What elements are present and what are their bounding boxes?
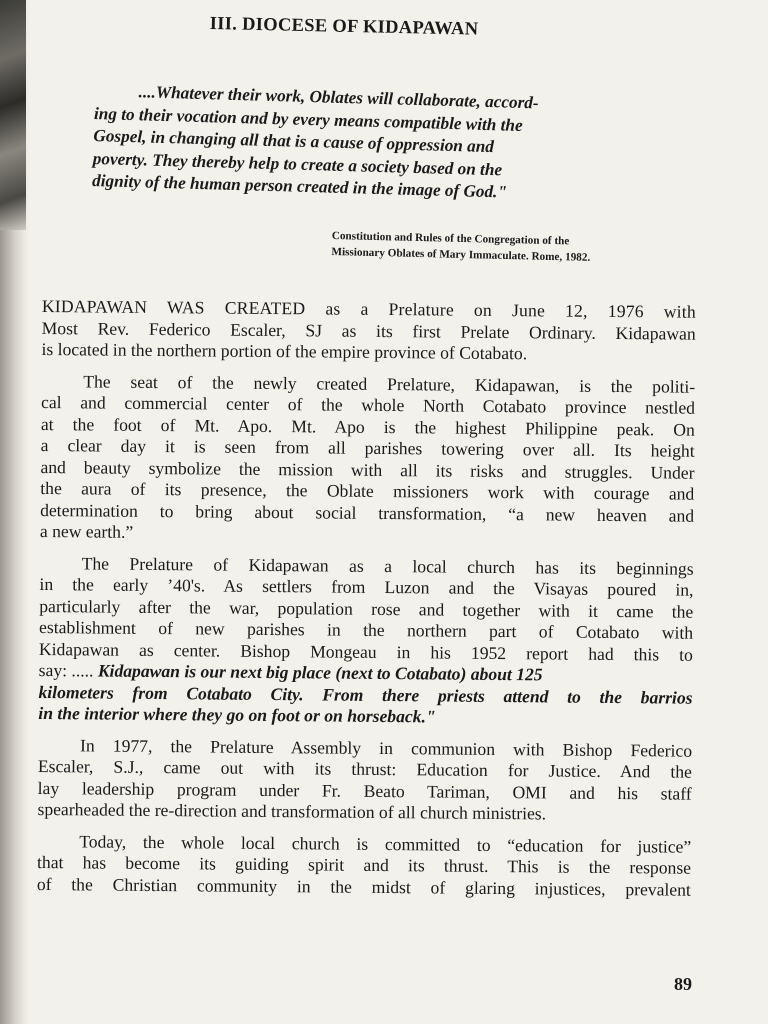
text-line: cal and commercial center of the whole North Cotabato province nestled <box>40 391 696 418</box>
page-number: 89 <box>674 974 692 994</box>
paragraph-5 <box>37 830 692 900</box>
text-line: determination to bring about social transformation, “a new heaven and <box>40 499 695 526</box>
text-line: of the Christian community in the midst of glaring injustices, prevalent <box>36 873 691 900</box>
text-line: Most Rev. Federico Escaler, SJ as its first Prelate Ordinary. Kidapawan <box>41 317 696 344</box>
epigraph-line: ing to their vocation and by every means compatible with the <box>93 103 523 135</box>
epigraph-line: Gospel, in changing all that is a cause of oppression and <box>93 125 495 157</box>
paragraph-1 <box>41 296 696 366</box>
text-line: a new earth.” <box>39 520 134 542</box>
chapter-title: III. DIOCESE OF KIDAPAWAN <box>209 14 479 40</box>
epigraph-citation <box>331 228 692 268</box>
text-line: kilometers from Cotabato City. From there priests attend to the barrios <box>38 681 693 708</box>
text-line: KIDAPAWAN WAS CREATED as a Prelature on June 12, 1976 with <box>41 296 696 322</box>
epigraph-line: ....Whatever their work, Oblates will collaborate, accord- <box>138 82 539 113</box>
italic-quote-span: Kidapawan is our next big place (next to Cotabato) about 125 <box>97 660 543 685</box>
text-line: in the early ’40's. As settlers from Luzon and the Visayas poured in, <box>39 573 694 600</box>
text-line: in the interior where they go on foot or on horseback." <box>38 702 436 727</box>
text-line: a clear day it is seen from all parishes towering over all. Its height <box>40 434 695 461</box>
text-line: lay leadership program under Fr. Beato Tariman, OMI and his staff <box>37 777 692 804</box>
text-line: and beauty symbolize the mission with all its risks and struggles. Under <box>40 456 695 483</box>
text-line: that has become its guiding spirit and its thrust. This is the response <box>36 851 692 878</box>
text-line: The Prelature of Kidapawan as a local church has its beginnings <box>81 552 694 579</box>
text-line: spearheaded the re-direction and transformation of all church ministries. <box>37 798 547 824</box>
text-line: In 1977, the Prelature Assembly in communion with Bishop Federico <box>79 734 693 761</box>
text-span: say: ..... <box>38 659 98 681</box>
citation-line: Constitution and Rules of the Congregation of the <box>331 229 570 248</box>
text-line: Today, the whole local church is committed to “education for justice” <box>79 830 692 857</box>
epigraph-line: dignity of the human person created in the image of God." <box>91 170 508 202</box>
epigraph-line: poverty. They thereby help to create a society based on the <box>92 148 503 179</box>
paragraph-3 <box>38 552 693 730</box>
citation-line: Missionary Oblates of Mary Immaculate. Rome, 1982. <box>331 245 591 264</box>
text-line: is located in the northern portion of the empire province of Cotabato. <box>41 338 528 364</box>
text-line: at the foot of Mt. Apo. Mt. Apo is the highest Philippine peak. On <box>40 413 695 440</box>
epigraph-quote <box>92 80 643 208</box>
paragraph-2 <box>40 370 695 548</box>
text-line: particularly after the war, population rose and together with it came the <box>39 595 694 622</box>
text-line: The seat of the newly created Prelature, Kidapawan, is the politi- <box>83 370 696 397</box>
paragraph-4 <box>37 734 692 826</box>
text-line: the aura of its presence, the Oblate missioners work with courage and <box>40 477 695 504</box>
body-text <box>37 296 696 911</box>
text-line: Kidapawan as center. Bishop Mongeau in his 1952 report had this to <box>38 638 693 665</box>
text-line: establishment of new parishes in the northern part of Cotabato with <box>39 616 694 643</box>
text-line: Escaler, S.J., came out with its thrust: Education for Justice. And the <box>37 755 692 782</box>
